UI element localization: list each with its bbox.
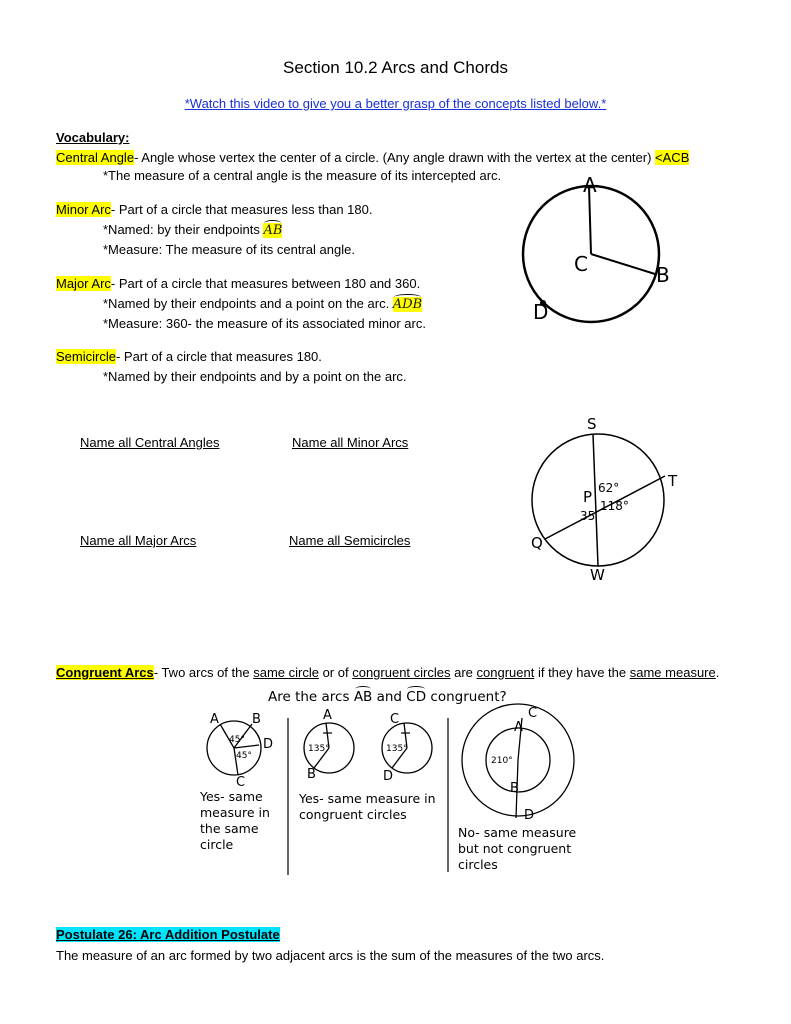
minor-arc-named-text: *Named: by their endpoints xyxy=(103,222,264,237)
example-2-caption-line: Yes- same measure in xyxy=(299,791,436,806)
postulate-text: The measure of an arc formed by two adjacent arcs is the sum of the measures of the two arcs. xyxy=(56,948,605,963)
example-2-angle-left: 135° xyxy=(308,744,330,754)
exercise-semicircles: Name all Semicircles xyxy=(289,533,411,548)
semicircle-definition xyxy=(56,349,322,364)
example-1-angle-1: 45° xyxy=(229,735,245,745)
minor-arc-term: Minor Arc xyxy=(56,202,111,217)
example-1-label-b: B xyxy=(252,712,261,727)
major-arc-text: - Part of a circle that measures between 180 and 360. xyxy=(110,276,421,291)
major-arc-notation: ADB xyxy=(392,297,423,312)
exercise-central-angles: Name all Central Angles xyxy=(80,435,220,450)
central-angle-diagram xyxy=(500,170,700,330)
video-link[interactable]: *Watch this video to give you a better grasp of the concepts listed below.* xyxy=(184,96,607,111)
minor-arc-definition xyxy=(56,202,372,217)
example-3-caption-line: but not congruent xyxy=(458,841,572,856)
example-3-label-a: A xyxy=(514,720,523,735)
question-arc-cd: CD xyxy=(406,689,427,705)
question-arc-ab: AB xyxy=(353,689,373,705)
central-angle-term: Central Angle xyxy=(56,150,135,165)
example-3-angle: 210° xyxy=(491,756,513,766)
minor-arc-named xyxy=(103,222,282,238)
example-1-label-d: D xyxy=(263,737,274,752)
congruent-text-2: or of xyxy=(318,665,353,680)
example-3-caption xyxy=(458,825,576,873)
congruent-same-measure: same measure xyxy=(629,665,716,680)
example-2-angle-right: 135° xyxy=(386,744,408,754)
major-arc-term: Major Arc xyxy=(56,276,111,291)
congruent-text-1: - Two arcs of the xyxy=(153,665,254,680)
vocabulary-heading: Vocabulary: xyxy=(56,130,130,145)
angle-62: 62° xyxy=(598,481,620,495)
example-2-label-d: D xyxy=(383,769,394,784)
example-3-label-b: B xyxy=(510,781,519,796)
central-angle-text: - Angle whose vertex the center of a circle. (Any angle drawn with the vertex at the center) xyxy=(134,150,656,165)
example-1-caption xyxy=(200,789,270,853)
major-arc-definition xyxy=(56,276,420,291)
congruent-arcs-term: Congruent Arcs xyxy=(56,665,154,680)
congruent-congruent-circles: congruent circles xyxy=(352,665,451,680)
semicircle-text: - Part of a circle that measures 180. xyxy=(115,349,322,364)
central-angle-note: *The measure of a central angle is the measure of its intercepted arc. xyxy=(103,168,502,183)
radius-cb xyxy=(591,254,655,274)
exercise-minor-arcs: Name all Minor Arcs xyxy=(292,435,409,450)
example-1-angle-2: 45° xyxy=(236,751,252,761)
example-2-label-c: C xyxy=(390,712,400,727)
example-2-diagram xyxy=(304,708,432,784)
congruent-text-4: if they have the xyxy=(534,665,630,680)
example-1-label-c: C xyxy=(236,775,246,790)
angle-118: 118° xyxy=(600,499,629,513)
example-3-diagram xyxy=(462,704,574,823)
central-angle-example: <ACB xyxy=(655,150,690,165)
diameter-sw xyxy=(593,434,598,566)
congruent-same-circle: same circle xyxy=(253,665,319,680)
example-2-label-a: A xyxy=(323,708,332,723)
example-1-label-a: A xyxy=(210,712,219,727)
label-q: Q xyxy=(531,534,543,552)
label-d: D xyxy=(533,300,549,324)
example-2-label-b: B xyxy=(307,767,316,782)
example-1-diagram xyxy=(207,712,273,790)
example-1-caption-line: Yes- same xyxy=(200,789,263,804)
semicircle-named: *Named by their endpoints and by a point on the arc. xyxy=(103,369,407,384)
question-text-3: congruent? xyxy=(426,689,507,705)
exercise-diagram xyxy=(520,412,700,587)
example-3-label-d: D xyxy=(524,808,535,823)
angle-35: 35 xyxy=(580,509,596,523)
label-w: W xyxy=(590,566,605,584)
minor-arc-text: - Part of a circle that measures less than 180. xyxy=(110,202,373,217)
major-arc-named xyxy=(103,296,422,312)
congruent-text-3: are xyxy=(450,665,477,680)
congruent-text-5: . xyxy=(715,665,720,680)
label-t: T xyxy=(668,472,678,490)
major-arc-named-text: *Named by their endpoints and a point on the arc. xyxy=(103,296,393,311)
minor-arc-notation: AB xyxy=(263,223,283,238)
label-c: C xyxy=(574,252,588,276)
example-1-radius-d xyxy=(234,745,259,748)
example-1-caption-line: measure in xyxy=(200,805,270,820)
exercise-major-arcs: Name all Major Arcs xyxy=(80,533,197,548)
postulate-label: Postulate 26: Arc Addition Postulate xyxy=(56,927,280,942)
example-1-caption-line: the same xyxy=(200,821,259,836)
question-text-1: Are the arcs xyxy=(268,689,354,705)
example-3-caption-line: No- same measure xyxy=(458,825,577,840)
major-arc-measure: *Measure: 360- the measure of its associated minor arc. xyxy=(103,316,426,331)
central-angle-definition xyxy=(56,150,689,165)
example-2-caption xyxy=(299,791,436,823)
congruent-congruent: congruent xyxy=(476,665,535,680)
label-a: A xyxy=(583,173,597,197)
label-p: P xyxy=(583,488,593,506)
semicircle-term: Semicircle xyxy=(56,349,116,364)
congruent-arcs-definition xyxy=(56,665,719,680)
minor-arc-measure: *Measure: The measure of its central angle. xyxy=(103,242,355,257)
postulate-heading xyxy=(56,927,280,942)
example-3-label-c: C xyxy=(528,706,538,721)
example-3-caption-line: circles xyxy=(458,857,498,872)
question-text-2: and xyxy=(372,689,407,705)
page-title: Section 10.2 Arcs and Chords xyxy=(283,58,508,77)
label-b: B xyxy=(656,263,670,287)
label-s: S xyxy=(587,415,597,433)
example-1-caption-line: circle xyxy=(200,837,234,852)
example-2-caption-line: congruent circles xyxy=(299,807,407,822)
